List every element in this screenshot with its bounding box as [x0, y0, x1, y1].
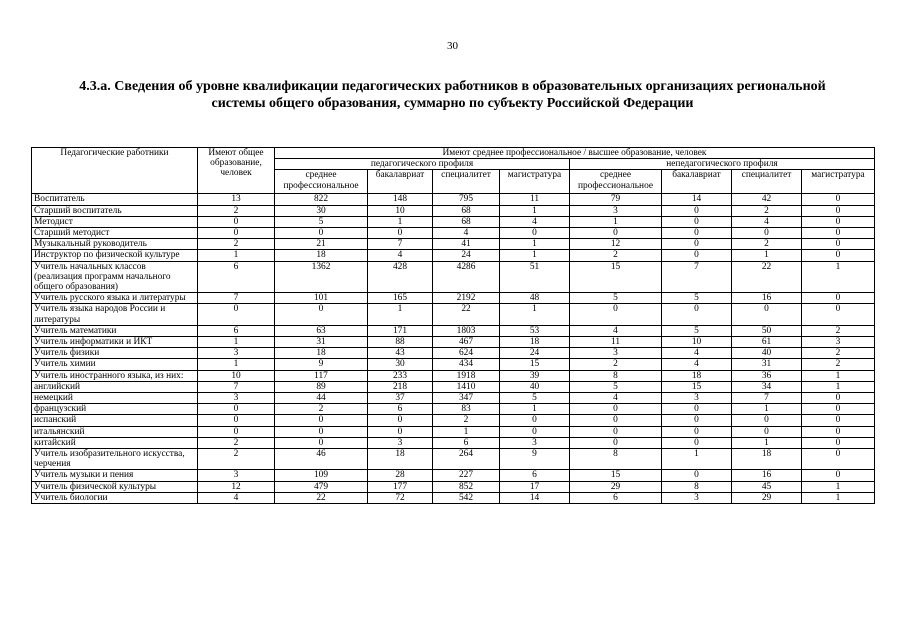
table-cell: 24: [433, 250, 500, 261]
table-cell: 31: [732, 359, 802, 370]
table-cell: 6: [500, 470, 570, 481]
table-cell: 624: [433, 348, 500, 359]
row-label: Учитель русского языка и литературы: [32, 293, 198, 304]
table-cell: 1: [368, 304, 433, 325]
table-cell: 0: [500, 415, 570, 426]
table-cell: 6: [570, 492, 662, 503]
header-nonped-profile: непедагогического профиля: [570, 159, 875, 170]
table-row: [32, 449, 875, 470]
table-cell: 1: [802, 370, 875, 381]
table-cell: 0: [802, 304, 875, 325]
table-cell: 148: [368, 194, 433, 205]
table-cell: 101: [275, 293, 368, 304]
row-label: Учитель информатики и ИКТ: [32, 337, 198, 348]
table-row: [32, 239, 875, 250]
table-cell: 434: [433, 359, 500, 370]
table-row: [32, 250, 875, 261]
table-cell: 4286: [433, 261, 500, 293]
header-professional-education: Имеют среднее профессиональное / высшее образование, человек: [275, 148, 875, 159]
table-cell: 1410: [433, 381, 500, 392]
table-cell: 18: [275, 348, 368, 359]
table-cell: 11: [500, 194, 570, 205]
table-cell: 1: [500, 250, 570, 261]
row-label: китайский: [32, 437, 198, 448]
table-cell: 227: [433, 470, 500, 481]
table-body: [32, 194, 875, 504]
table-cell: 1: [500, 239, 570, 250]
table-row: [32, 415, 875, 426]
table-cell: 1: [500, 304, 570, 325]
table-row: [32, 261, 875, 293]
table-row: [32, 426, 875, 437]
table-cell: 13: [198, 194, 275, 205]
table-cell: 0: [732, 228, 802, 239]
table-cell: 0: [732, 426, 802, 437]
table-cell: 4: [433, 228, 500, 239]
table-cell: 0: [198, 404, 275, 415]
table-cell: 4: [570, 325, 662, 336]
table-cell: 9: [500, 449, 570, 470]
table-cell: 10: [662, 337, 732, 348]
header-workers: Педагогические работники: [32, 148, 198, 194]
table-cell: 1: [500, 205, 570, 216]
table-cell: 0: [570, 415, 662, 426]
table-cell: 28: [368, 470, 433, 481]
table-cell: 15: [662, 381, 732, 392]
table-cell: 0: [570, 426, 662, 437]
table-cell: 51: [500, 261, 570, 293]
table-cell: 17: [500, 481, 570, 492]
row-label: итальянский: [32, 426, 198, 437]
table-cell: 0: [802, 194, 875, 205]
table-cell: 88: [368, 337, 433, 348]
table-cell: 1: [500, 404, 570, 415]
table-cell: 2192: [433, 293, 500, 304]
table-cell: 4: [368, 250, 433, 261]
table-cell: 0: [662, 426, 732, 437]
table-cell: 0: [662, 250, 732, 261]
table-cell: 0: [662, 216, 732, 227]
table-row: [32, 348, 875, 359]
table-cell: 14: [662, 194, 732, 205]
header-subcolumn: магистратура: [802, 170, 875, 194]
table-cell: 4: [662, 359, 732, 370]
table-cell: 6: [368, 404, 433, 415]
table-cell: 2: [198, 449, 275, 470]
table-cell: 0: [368, 228, 433, 239]
table-cell: 109: [275, 470, 368, 481]
table-cell: 2: [433, 415, 500, 426]
table-cell: 2: [732, 205, 802, 216]
table-cell: 0: [662, 239, 732, 250]
table-row: [32, 304, 875, 325]
table-cell: 1: [802, 261, 875, 293]
table-cell: 4: [500, 216, 570, 227]
table-cell: 1803: [433, 325, 500, 336]
table-cell: 0: [802, 216, 875, 227]
table-cell: 852: [433, 481, 500, 492]
qualification-table: [31, 147, 875, 504]
table-cell: 0: [732, 415, 802, 426]
header-subcolumn: среднее профессиональное: [275, 170, 368, 194]
table-cell: 177: [368, 481, 433, 492]
table-cell: 2: [198, 437, 275, 448]
table-cell: 0: [198, 415, 275, 426]
table-cell: 16: [732, 293, 802, 304]
table-row: [32, 325, 875, 336]
table-cell: 795: [433, 194, 500, 205]
table-cell: 11: [570, 337, 662, 348]
title-line-2: системы общего образования, суммарно по субъекту Российской Федерации: [211, 96, 694, 111]
table-cell: 0: [368, 415, 433, 426]
table-cell: 3: [802, 337, 875, 348]
table-cell: 467: [433, 337, 500, 348]
table-row: [32, 337, 875, 348]
table-cell: 22: [433, 304, 500, 325]
table-cell: 68: [433, 205, 500, 216]
table-cell: 0: [802, 404, 875, 415]
table-cell: 53: [500, 325, 570, 336]
table-cell: 0: [662, 304, 732, 325]
table-cell: 3: [662, 393, 732, 404]
table-cell: 31: [275, 337, 368, 348]
row-label: Учитель языка народов России и литературы: [32, 304, 198, 325]
table-cell: 5: [662, 325, 732, 336]
table-cell: 41: [433, 239, 500, 250]
table-cell: 3: [368, 437, 433, 448]
table-cell: 0: [570, 404, 662, 415]
table-cell: 30: [368, 359, 433, 370]
table-row: [32, 228, 875, 239]
row-label: Учитель биологии: [32, 492, 198, 503]
table-cell: 30: [275, 205, 368, 216]
table-cell: 0: [802, 205, 875, 216]
table-cell: 0: [802, 415, 875, 426]
table-cell: 0: [570, 437, 662, 448]
table-cell: 1: [368, 216, 433, 227]
table-cell: 6: [433, 437, 500, 448]
header-subcolumn: специалитет: [732, 170, 802, 194]
header-subcolumn: магистратура: [500, 170, 570, 194]
row-label: Старший воспитатель: [32, 205, 198, 216]
table-cell: 5: [662, 293, 732, 304]
page-title: [0, 78, 905, 112]
table-cell: 479: [275, 481, 368, 492]
table-cell: 6: [198, 261, 275, 293]
table-cell: 0: [802, 250, 875, 261]
row-label: Учитель математики: [32, 325, 198, 336]
table-cell: 1: [570, 216, 662, 227]
table-cell: 233: [368, 370, 433, 381]
table-cell: 40: [732, 348, 802, 359]
table-cell: 37: [368, 393, 433, 404]
table-cell: 0: [662, 437, 732, 448]
table-cell: 89: [275, 381, 368, 392]
table-cell: 7: [198, 381, 275, 392]
table-cell: 0: [662, 415, 732, 426]
table-cell: 2: [802, 359, 875, 370]
table-cell: 1: [198, 250, 275, 261]
table-cell: 10: [368, 205, 433, 216]
table-cell: 117: [275, 370, 368, 381]
table-cell: 18: [662, 370, 732, 381]
table-row: [32, 393, 875, 404]
table-cell: 1918: [433, 370, 500, 381]
table-cell: 24: [500, 348, 570, 359]
table-cell: 0: [662, 404, 732, 415]
table-cell: 3: [198, 348, 275, 359]
table-cell: 0: [368, 426, 433, 437]
table-cell: 1: [802, 481, 875, 492]
table-cell: 5: [570, 381, 662, 392]
table-cell: 0: [802, 393, 875, 404]
table-row: [32, 205, 875, 216]
table-cell: 8: [570, 449, 662, 470]
table-cell: 39: [500, 370, 570, 381]
table-cell: 18: [500, 337, 570, 348]
row-label: Учитель иностранного языка, из них:: [32, 370, 198, 381]
table-cell: 347: [433, 393, 500, 404]
table-cell: 0: [198, 216, 275, 227]
table-cell: 0: [802, 239, 875, 250]
row-label: Учитель музыки и пения: [32, 470, 198, 481]
table-cell: 1: [433, 426, 500, 437]
table-cell: 16: [732, 470, 802, 481]
row-label: испанский: [32, 415, 198, 426]
header-subcolumn: бакалавриат: [368, 170, 433, 194]
table-cell: 72: [368, 492, 433, 503]
table-cell: 0: [570, 304, 662, 325]
header-general-education: Имеют общее образование, человек: [198, 148, 275, 194]
row-label: Инструктор по физической культуре: [32, 250, 198, 261]
table-cell: 0: [802, 293, 875, 304]
table-cell: 9: [275, 359, 368, 370]
table-cell: 2: [275, 404, 368, 415]
table-cell: 1: [802, 381, 875, 392]
table-cell: 0: [732, 304, 802, 325]
table-cell: 218: [368, 381, 433, 392]
row-label: немецкий: [32, 393, 198, 404]
table-cell: 0: [198, 426, 275, 437]
row-label: Учитель изобразительного искусства, черчения: [32, 449, 198, 470]
header-subcolumn: среднее профессиональное: [570, 170, 662, 194]
table-cell: 3: [198, 470, 275, 481]
table-cell: 40: [500, 381, 570, 392]
table-cell: 18: [275, 250, 368, 261]
table-cell: 5: [275, 216, 368, 227]
table-cell: 48: [500, 293, 570, 304]
table-cell: 2: [732, 239, 802, 250]
table-cell: 3: [662, 492, 732, 503]
table-cell: 0: [662, 470, 732, 481]
table-cell: 18: [732, 449, 802, 470]
table-cell: 1: [198, 359, 275, 370]
table-cell: 0: [802, 228, 875, 239]
table-cell: 61: [732, 337, 802, 348]
header-subcolumn: специалитет: [433, 170, 500, 194]
table-cell: 15: [570, 470, 662, 481]
table-cell: 4: [732, 216, 802, 227]
table-cell: 79: [570, 194, 662, 205]
table-cell: 1362: [275, 261, 368, 293]
table-cell: 0: [275, 304, 368, 325]
table-cell: 1: [732, 250, 802, 261]
table-cell: 542: [433, 492, 500, 503]
table-cell: 0: [275, 437, 368, 448]
page-number: 30: [447, 40, 458, 52]
row-label: Учитель физической культуры: [32, 481, 198, 492]
table-cell: 0: [662, 228, 732, 239]
table-cell: 2: [570, 359, 662, 370]
table-cell: 29: [732, 492, 802, 503]
table-cell: 0: [275, 228, 368, 239]
table-cell: 10: [198, 370, 275, 381]
table-cell: 2: [198, 239, 275, 250]
table-cell: 7: [662, 261, 732, 293]
table-cell: 68: [433, 216, 500, 227]
table-row: [32, 194, 875, 205]
table-cell: 3: [570, 205, 662, 216]
table-cell: 428: [368, 261, 433, 293]
table-cell: 42: [732, 194, 802, 205]
table-cell: 165: [368, 293, 433, 304]
table-cell: 44: [275, 393, 368, 404]
row-label: Старший методист: [32, 228, 198, 239]
table-cell: 1: [662, 449, 732, 470]
table-cell: 50: [732, 325, 802, 336]
table-cell: 2: [802, 348, 875, 359]
table-cell: 2: [802, 325, 875, 336]
table-cell: 264: [433, 449, 500, 470]
table-cell: 0: [802, 437, 875, 448]
table-cell: 0: [275, 415, 368, 426]
table-cell: 21: [275, 239, 368, 250]
table-cell: 8: [662, 481, 732, 492]
table-cell: 15: [570, 261, 662, 293]
table-cell: 0: [198, 304, 275, 325]
table-cell: 3: [198, 393, 275, 404]
table-cell: 0: [802, 449, 875, 470]
table-cell: 5: [570, 293, 662, 304]
table-row: [32, 293, 875, 304]
table-cell: 36: [732, 370, 802, 381]
table-cell: 6: [198, 325, 275, 336]
row-label: Воспитатель: [32, 194, 198, 205]
table-cell: 2: [570, 250, 662, 261]
table-cell: 8: [570, 370, 662, 381]
table-cell: 1: [732, 404, 802, 415]
table-cell: 4: [198, 492, 275, 503]
table-row: [32, 370, 875, 381]
table-cell: 0: [198, 228, 275, 239]
table-cell: 12: [198, 481, 275, 492]
table-cell: 4: [662, 348, 732, 359]
table-cell: 18: [368, 449, 433, 470]
table-cell: 1: [732, 437, 802, 448]
table-cell: 0: [802, 426, 875, 437]
table-cell: 0: [500, 228, 570, 239]
table-cell: 22: [732, 261, 802, 293]
table-cell: 1: [198, 337, 275, 348]
table-cell: 0: [500, 426, 570, 437]
header-ped-profile: педагогического профиля: [275, 159, 570, 170]
table-row: [32, 381, 875, 392]
row-label: Учитель физики: [32, 348, 198, 359]
table-cell: 29: [570, 481, 662, 492]
row-label: Учитель начальных классов (реализация программ начального общего образования): [32, 261, 198, 293]
table-cell: 3: [570, 348, 662, 359]
table-cell: 15: [500, 359, 570, 370]
table-row: [32, 216, 875, 227]
table-cell: 45: [732, 481, 802, 492]
table-row: [32, 470, 875, 481]
table-cell: 83: [433, 404, 500, 415]
row-label: Методист: [32, 216, 198, 227]
table-cell: 3: [500, 437, 570, 448]
table-row: [32, 359, 875, 370]
table-cell: 43: [368, 348, 433, 359]
table-cell: 7: [732, 393, 802, 404]
table-cell: 7: [368, 239, 433, 250]
row-label: английский: [32, 381, 198, 392]
table-cell: 0: [802, 470, 875, 481]
table-cell: 12: [570, 239, 662, 250]
header-subcolumn: бакалавриат: [662, 170, 732, 194]
table-cell: 822: [275, 194, 368, 205]
table-cell: 0: [570, 228, 662, 239]
table-row: [32, 437, 875, 448]
table-cell: 5: [500, 393, 570, 404]
table-header: [32, 148, 875, 194]
table-cell: 1: [802, 492, 875, 503]
table-cell: 46: [275, 449, 368, 470]
table-row: [32, 481, 875, 492]
table-cell: 63: [275, 325, 368, 336]
table-cell: 171: [368, 325, 433, 336]
table-cell: 7: [198, 293, 275, 304]
table-cell: 34: [732, 381, 802, 392]
row-label: Музыкальный руководитель: [32, 239, 198, 250]
table-cell: 4: [570, 393, 662, 404]
table-cell: 22: [275, 492, 368, 503]
table-cell: 2: [198, 205, 275, 216]
table-cell: 14: [500, 492, 570, 503]
table-row: [32, 404, 875, 415]
row-label: Учитель химии: [32, 359, 198, 370]
row-label: французский: [32, 404, 198, 415]
title-line-1: 4.3.а. Сведения об уровне квалификации педагогических работников в образовательных организациях региональной: [79, 79, 826, 94]
table-cell: 0: [275, 426, 368, 437]
table-cell: 0: [662, 205, 732, 216]
table-row: [32, 492, 875, 503]
